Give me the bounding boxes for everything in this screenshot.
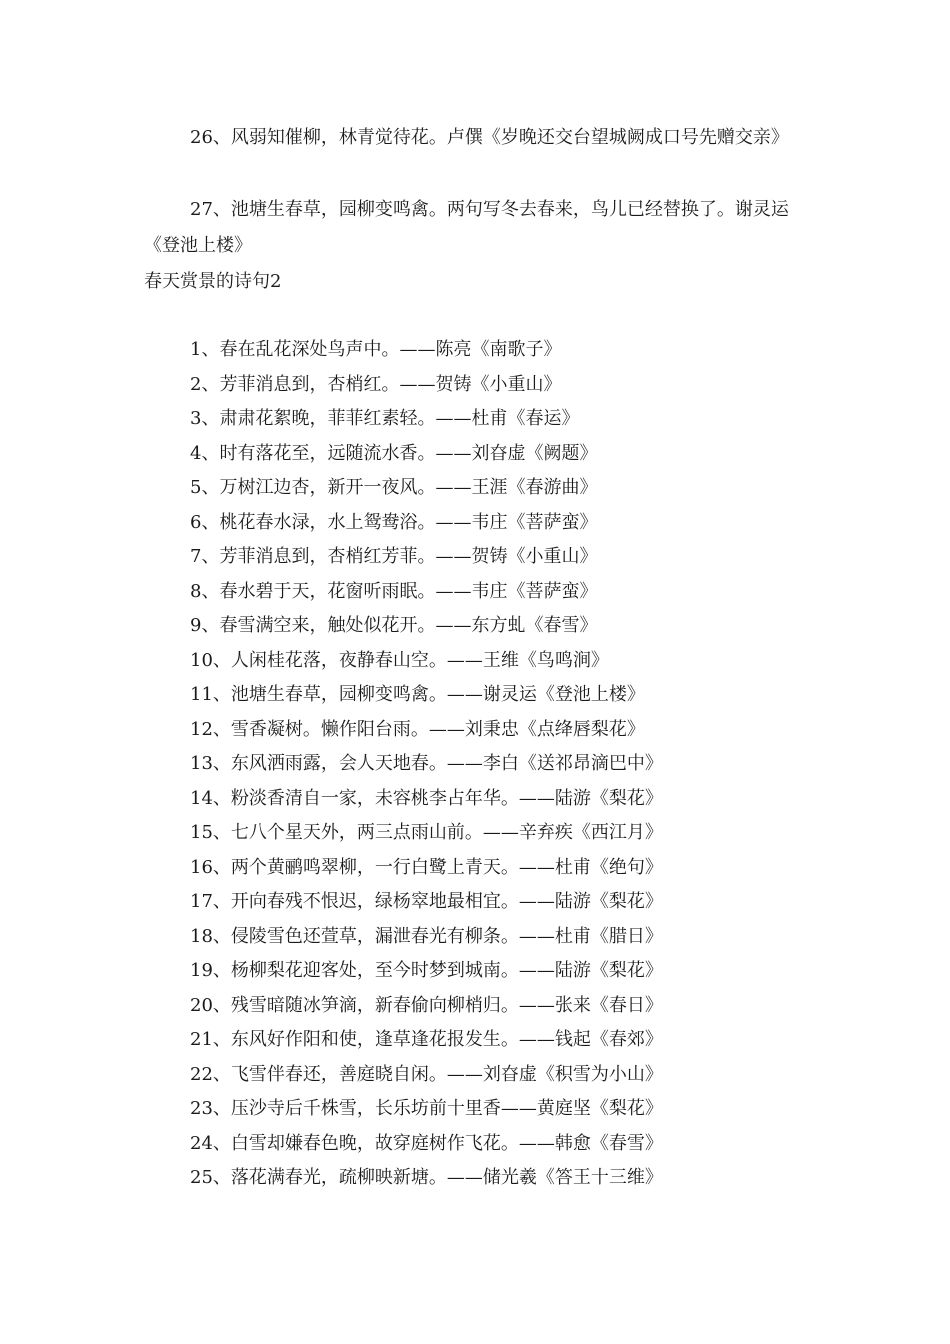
- list-item: 5、万树江边杏，新开一夜风。——王涯《春游曲》: [190, 477, 598, 498]
- list-item: 2、芳菲消息到，杏梢红。——贺铸《小重山》: [190, 373, 562, 395]
- list-item: 21、东风好作阳和使，逢草逢花报发生。——钱起《春郊》: [190, 1029, 663, 1050]
- list-item: 22、飞雪伴春还，善庭晓自闲。——刘昚虚《积雪为小山》: [190, 1063, 663, 1085]
- poem-paragraph-26: 26、风弱知催柳，林青觉待花。卢僎《岁晚还交台望城阙成口号先赠交亲》: [190, 127, 789, 148]
- list-item: 6、桃花春水渌，水上鸳鸯浴。——韦庄《菩萨蛮》: [190, 511, 598, 533]
- list-item: 1、春在乱花深处鸟声中。——陈亮《南歌子》: [190, 339, 562, 360]
- list-item: 8、春水碧于天，花窗听雨眠。——韦庄《菩萨蛮》: [190, 580, 598, 602]
- list-item: 7、芳菲消息到，杏梢红芳菲。——贺铸《小重山》: [190, 546, 598, 567]
- list-item: 18、侵陵雪色还萱草，漏泄春光有柳条。——杜甫《腊日》: [190, 925, 663, 947]
- list-item: 14、粉淡香清自一家，未容桃李占年华。——陆游《梨花》: [190, 787, 663, 809]
- list-item: 12、雪香凝树。懒作阳台雨。——刘秉忠《点绛唇梨花》: [190, 718, 645, 740]
- list-item: 15、七八个星天外，两三点雨山前。——辛弃疾《西江月》: [190, 822, 663, 843]
- list-item: 3、肃肃花絮晚，菲菲红素轻。——杜甫《春运》: [190, 408, 580, 429]
- list-item: 9、春雪满空来，触处似花开。——东方虬《春雪》: [190, 615, 598, 636]
- list-item: 19、杨柳梨花迎客处，至今时梦到城南。——陆游《梨花》: [190, 960, 663, 981]
- list-item: 20、残雪暗随冰笋滴，新春偷向柳梢归。——张来《春日》: [190, 994, 663, 1016]
- list-item: 23、压沙寺后千株雪，长乐坊前十里香——黄庭坚《梨花》: [190, 1098, 663, 1119]
- poem-list: [190, 333, 663, 1196]
- list-item: 13、东风洒雨露，会人天地春。——李白《送祁昂滴巴中》: [190, 753, 663, 774]
- list-item: 17、开向春残不恨迟，绿杨窣地最相宜。——陆游《梨花》: [190, 891, 663, 912]
- list-item: 4、时有落花至，远随流水香。——刘昚虚《阙题》: [190, 442, 598, 464]
- list-item: 25、落花满春光，疏柳映新塘。——储光羲《答王十三维》: [190, 1167, 663, 1188]
- list-item: 16、两个黄鹂鸣翠柳，一行白鹭上青天。——杜甫《绝句》: [190, 856, 663, 878]
- poem-paragraph-27: 27、池塘生春草，园柳变鸣禽。两句写冬去春来，鸟儿已经替换了。谢灵运《登池上楼》: [144, 199, 789, 256]
- list-item: 24、白雪却嫌春色晚，故穿庭树作飞花。——韩愈《春雪》: [190, 1132, 663, 1154]
- list-item: 11、池塘生春草，园柳变鸣禽。——谢灵运《登池上楼》: [190, 684, 645, 705]
- list-item: 10、人闲桂花落，夜静春山空。——王维《鸟鸣涧》: [190, 649, 609, 671]
- section-heading: 春天赏景的诗句2: [144, 271, 282, 292]
